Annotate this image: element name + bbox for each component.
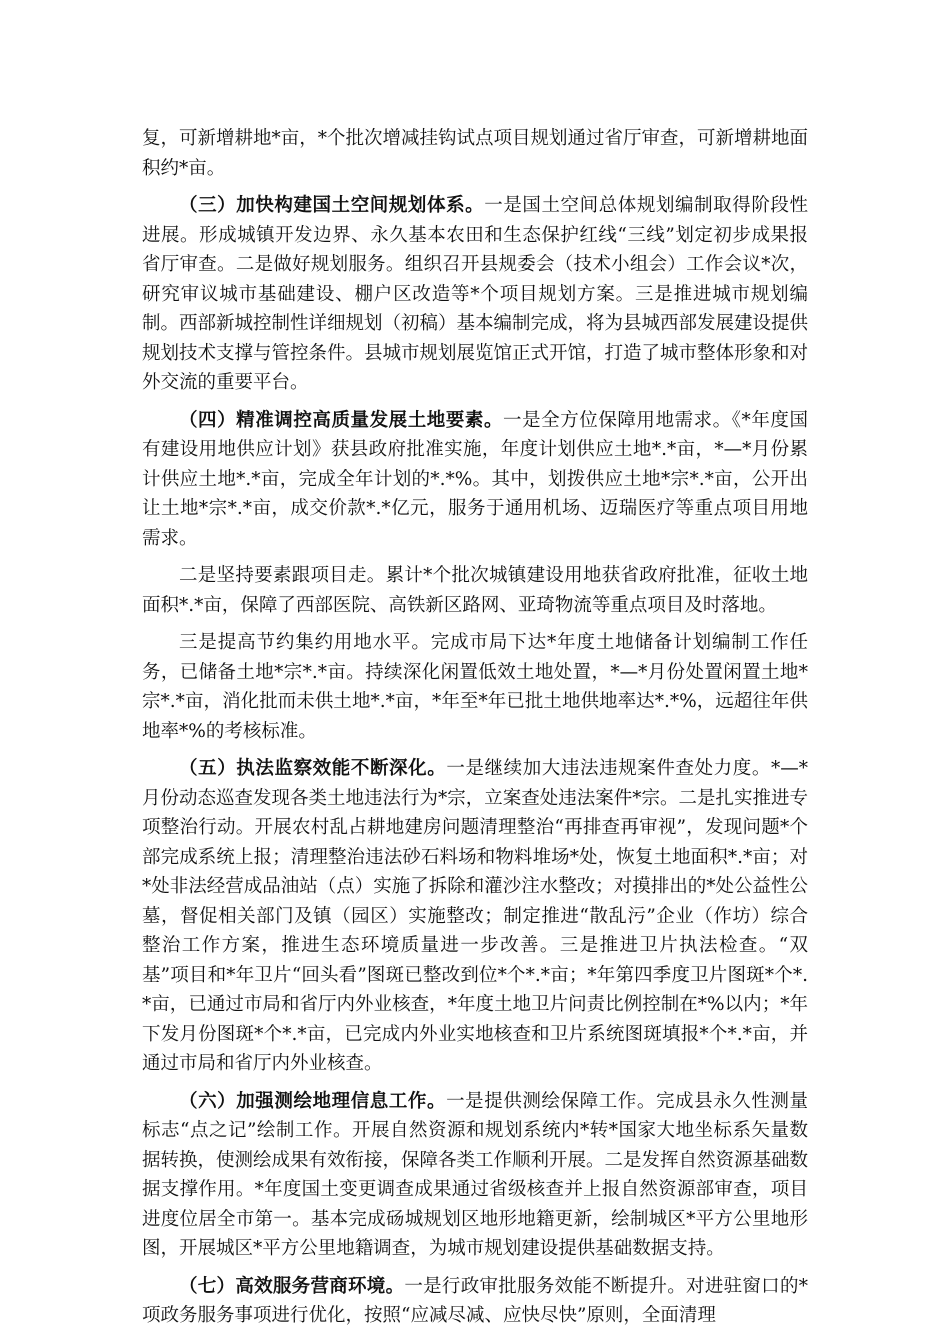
section-heading: （五）执法监察效能不断深化。 bbox=[179, 758, 447, 779]
paragraph-section-7 bbox=[142, 1272, 808, 1331]
paragraph-section-5 bbox=[142, 754, 808, 1079]
paragraph-body: 一是行政审批服务效能不断提升。对进驻窗口的*项政务服务事项进行优化，按照“应减尽减、应快尽快”原则，全面清理 bbox=[142, 1275, 808, 1326]
paragraph-section-6 bbox=[142, 1087, 808, 1264]
paragraph-section-3 bbox=[142, 191, 808, 398]
section-heading: （六）加强测绘地理信息工作。 bbox=[179, 1090, 447, 1112]
paragraph-section-4 bbox=[142, 406, 808, 554]
paragraph-body: 复，可新增耕地*亩，*个批次增减挂钩试点项目规划通过省厅审查，可新增耕地面积约*亩。 bbox=[142, 128, 809, 179]
paragraph-body: 二是坚持要素跟项目走。累计*个批次城镇建设用地获省政府批准，征收土地面积*.*亩，保障了西部医院、高铁新区路网、亚琦物流等重点项目及时落地。 bbox=[142, 565, 808, 616]
section-heading: （三）加快构建国土空间规划体系。 bbox=[179, 195, 485, 216]
paragraph-body: 三是提高节约集约用地水平。完成市局下达*年度土地储备计划编制工作任务，已储备土地*宗*.*亩。持续深化闲置低效土地处置，*—*月份处置闲置土地*宗*.*亩，消化批而未供土地*.*亩，*年至*年已批土地供地率达*.*%，远超往年供地率*%的考核标准。 bbox=[142, 632, 808, 742]
paragraph-section-4-item-2 bbox=[142, 561, 808, 620]
paragraph-body: 一是全方位保障用地需求。《*年度国有建设用地供应计划》获县政府批准实施，年度计划供应土地*.*亩，*—*月份累计供应土地*.*亩，完成全年计划的*.*%。其中，划拨供应土地*宗*.*亩，公开出让土地*宗*.*亩，成交价款*.*亿元，服务于通用机场、迈瑞医疗等重点项目用地需求。 bbox=[142, 409, 808, 549]
paragraph-continuation bbox=[142, 124, 808, 183]
paragraph-section-4-item-3 bbox=[142, 628, 808, 746]
paragraph-body: 一是国土空间总体规划编制取得阶段性进展。形成城镇开发边界、永久基本农田和生态保护红线“三线”划定初步成果报省厅审查。二是做好规划服务。组织召开县规委会（技术小组会）工作会议*次，研究审议城市基础建设、棚户区改造等*个项目规划方案。三是推进城市规划编制。西部新城控制性详细规划（初稿）基本编制完成，将为县城西部发展建设提供规划技术支撑与管控条件。县城市规划展览馆正式开馆，打造了城市整体形象和对外交流的重要平台。 bbox=[142, 195, 809, 393]
document-page bbox=[142, 124, 808, 1339]
section-heading: （七）高效服务营商环境。 bbox=[179, 1275, 405, 1297]
paragraph-body: 一是继续加大违法违规案件查处力度。*—*月份动态巡查发现各类土地违法行为*宗，立案查处违法案件*宗。二是扎实推进专项整治行动。开展农村乱占耕地建房问题清理整治“再排查再审视”，发现问题*个部完成系统上报；清理整治违法砂石料场和物料堆场*处，恢复土地面积*.*亩；对*处非法经营成品油站（点）实施了拆除和灌沙注水整改；对摸排出的*处公益性公墓，督促相关部门及镇（园区）实施整改；制定推进“散乱污”企业（作坊）综合整治工作方案，推进生态环境质量进一步改善。三是推进卫片执法检查。“双基”项目和*年卫片“回头看”图斑已整改到位*个*.*亩；*年第四季度卫片图斑*个*.*亩，已通过市局和省厅内外业核查，*年度土地卫片问责比例控制在*%以内；*年下发月份图斑*个*.*亩，已完成内外业实地核查和卫片系统图斑填报*个*.*亩，并通过市局和省厅内外业核查。 bbox=[142, 758, 809, 1074]
section-heading: （四）精准调控高质量发展土地要素。 bbox=[179, 409, 504, 431]
paragraph-body: 一是提供测绘保障工作。完成县永久性测量标志“点之记”绘制工作。开展自然资源和规划系统内*转*国家大地坐标系矢量数据转换，使测绘成果有效衔接，保障各类工作顺利开展。二是发挥自然资源基础数据支撑作用。*年度国土变更调查成果通过省级核查并上报自然资源部审查，项目进度位居全市第一。基本完成砀城规划区地形地籍更新，绘制城区*平方公里地形图，开展城区*平方公里地籍调查，为城市规划建设提供基础数据支持。 bbox=[142, 1090, 809, 1259]
